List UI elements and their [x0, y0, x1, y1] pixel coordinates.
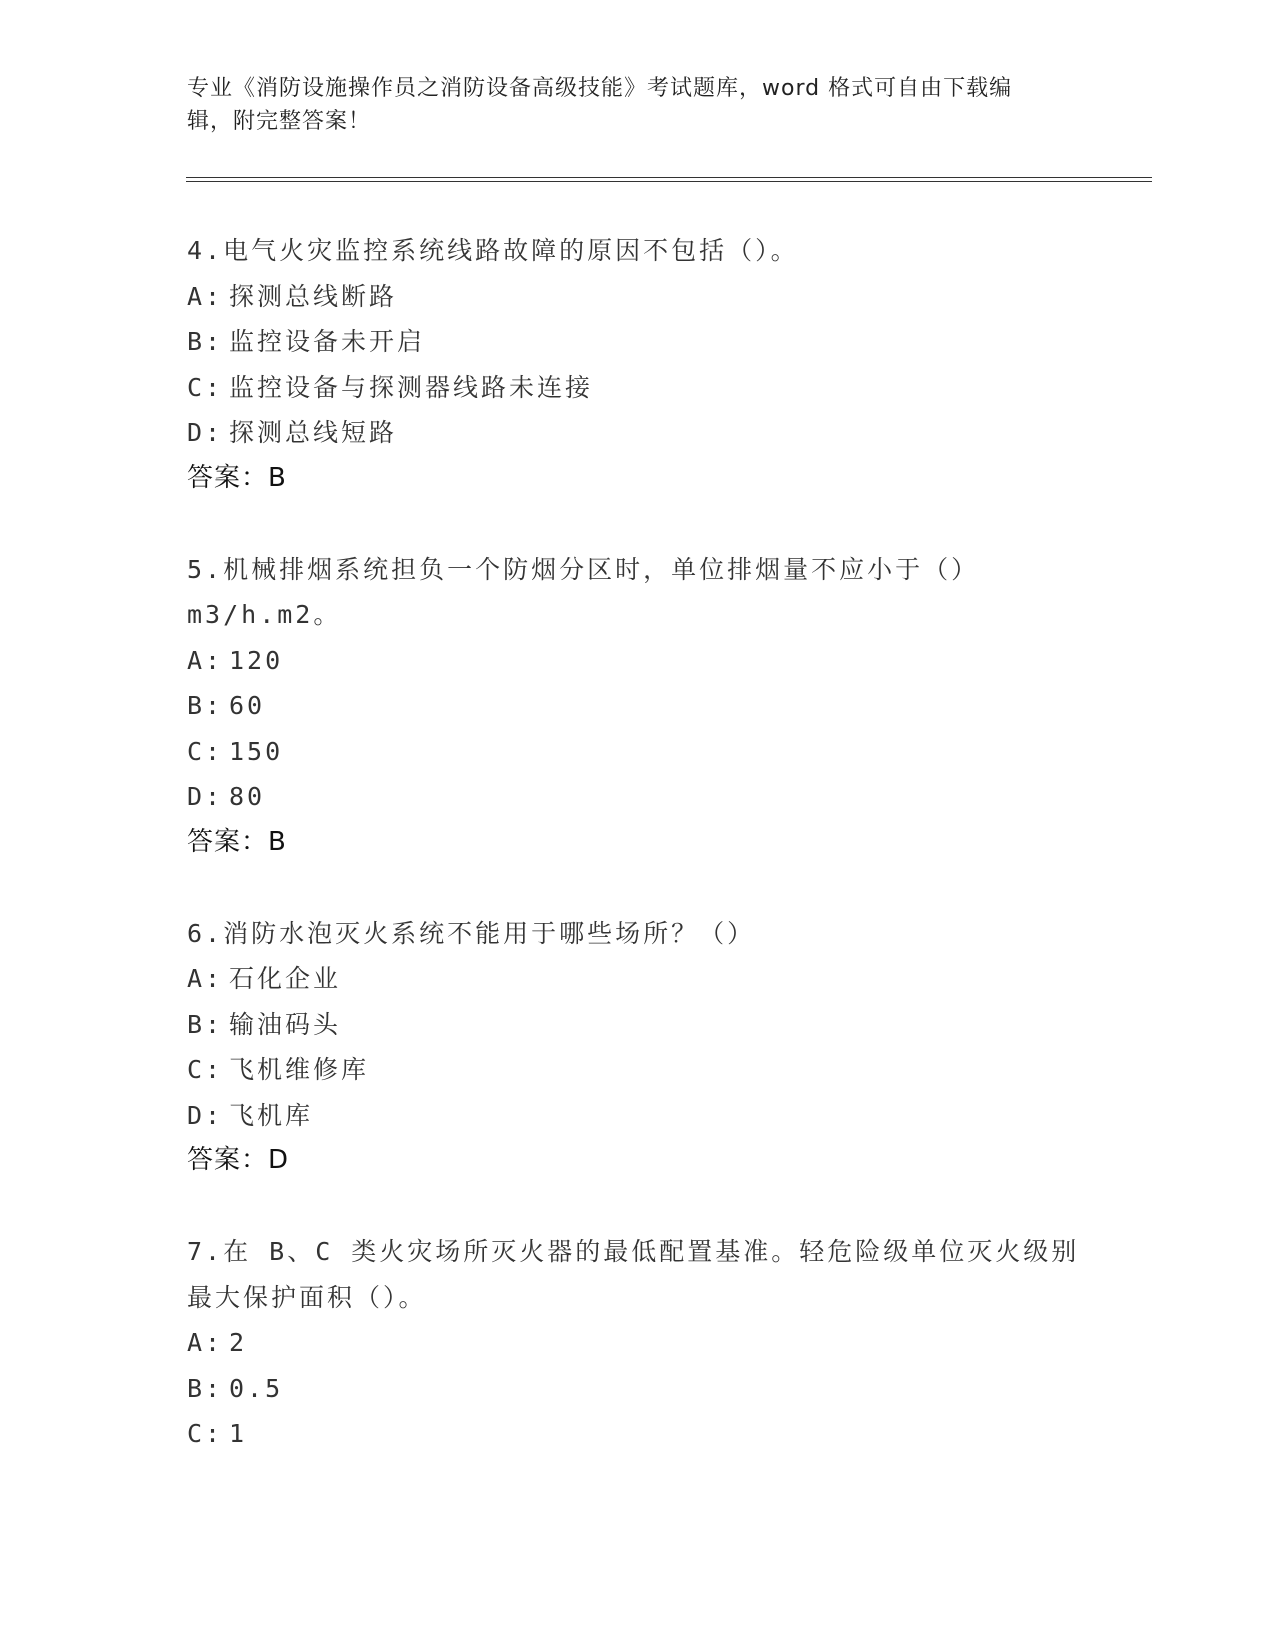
option-text: 1 — [229, 1419, 248, 1448]
option-key: A: — [187, 281, 224, 311]
question-stem: 5.机械排烟系统担负一个防烟分区时，单位排烟量不应小于（） — [187, 554, 980, 584]
option-a — [187, 1320, 1087, 1366]
option-b — [187, 1366, 1087, 1412]
option-key: A: — [187, 1328, 224, 1357]
document-intro — [187, 72, 1067, 138]
spacer — [187, 501, 1087, 547]
option-c — [187, 365, 1087, 411]
option-text: 探测总线短路 — [229, 418, 398, 447]
question-stem-continued: 最大保护面积（）。 — [187, 1282, 427, 1312]
option-key: B: — [187, 691, 224, 720]
header-divider — [186, 177, 1152, 182]
question-stem-continued: m3/h.m2。 — [187, 600, 342, 629]
question-list — [187, 228, 1087, 1457]
question-block — [187, 1229, 1087, 1457]
option-text: 150 — [229, 736, 284, 766]
option-key: D: — [187, 1100, 224, 1130]
option-d — [187, 774, 1087, 820]
question-block — [187, 228, 1087, 501]
option-text: 石化企业 — [229, 964, 342, 993]
spacer — [187, 865, 1087, 911]
option-text: 输油码头 — [229, 1009, 342, 1039]
option-b — [187, 319, 1087, 365]
option-b — [187, 1002, 1087, 1048]
answer-line: 答案：B — [187, 462, 287, 493]
question-stem: 7.在 B、C 类火灾场所灭火器的最低配置基准。轻危险级单位灭火级别 — [187, 1237, 1080, 1266]
option-text: 60 — [229, 691, 266, 720]
option-key: A: — [187, 645, 224, 675]
intro-line-1: 专业《消防设施操作员之消防设备高级技能》考试题库，word 格式可自由下载编 — [187, 76, 1013, 101]
intro-line-2: 辑，附完整答案！ — [187, 109, 372, 134]
question-block — [187, 911, 1087, 1184]
answer-line: 答案：B — [187, 826, 287, 857]
option-key: B: — [187, 327, 224, 356]
option-d — [187, 1093, 1087, 1139]
option-text: 探测总线断路 — [229, 281, 398, 311]
option-key: C: — [187, 1055, 224, 1084]
spacer — [187, 1184, 1087, 1230]
option-text: 120 — [229, 645, 284, 675]
option-key: C: — [187, 372, 224, 402]
option-b — [187, 683, 1087, 729]
option-c — [187, 1411, 1087, 1457]
option-key: B: — [187, 1373, 224, 1403]
option-text: 监控设备与探测器线路未连接 — [229, 372, 594, 402]
question-stem: 6.消防水泡灭火系统不能用于哪些场所？（） — [187, 918, 756, 948]
question-block — [187, 547, 1087, 866]
answer-line: 答案：D — [187, 1145, 290, 1175]
option-text: 监控设备未开启 — [229, 327, 426, 356]
option-text: 2 — [229, 1328, 248, 1357]
option-key: D: — [187, 782, 224, 811]
option-text: 飞机库 — [229, 1100, 314, 1130]
option-a — [187, 274, 1087, 320]
option-key: C: — [187, 1419, 224, 1448]
option-key: B: — [187, 1009, 224, 1039]
option-text: 80 — [229, 782, 266, 811]
option-a — [187, 956, 1087, 1002]
option-a — [187, 638, 1087, 684]
option-key: A: — [187, 964, 224, 993]
option-c — [187, 1047, 1087, 1093]
option-d — [187, 410, 1087, 456]
option-c — [187, 729, 1087, 775]
option-text: 飞机维修库 — [229, 1055, 370, 1084]
option-text: 0.5 — [229, 1373, 284, 1403]
option-key: C: — [187, 736, 224, 766]
option-key: D: — [187, 418, 224, 447]
question-stem: 4.电气火灾监控系统线路故障的原因不包括（）。 — [187, 236, 799, 265]
